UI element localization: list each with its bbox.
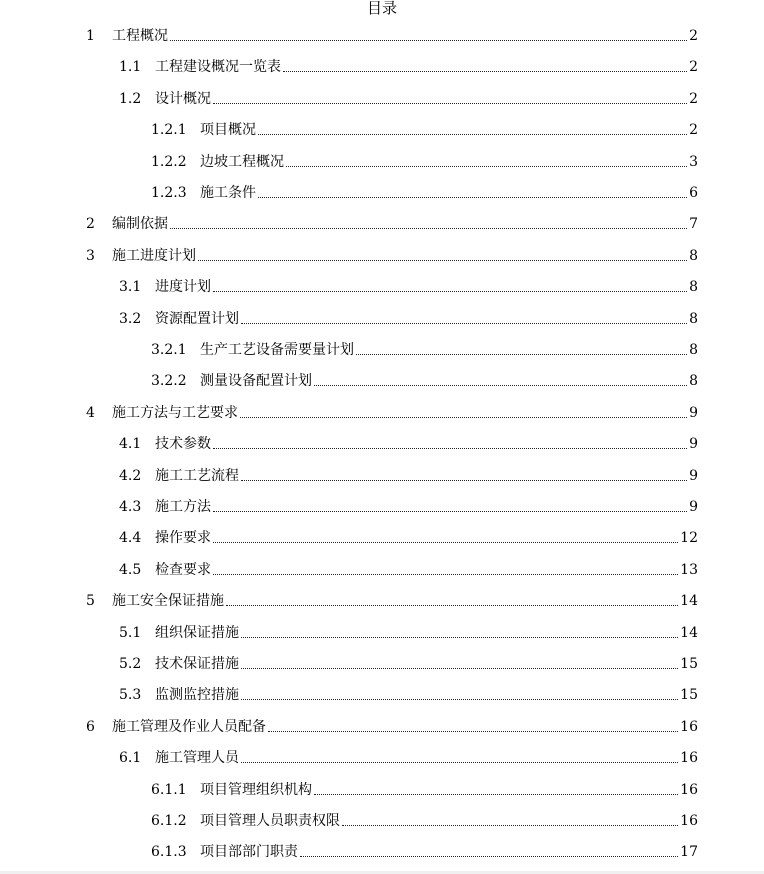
toc-entry-number: 4.3 xyxy=(119,499,142,515)
toc-entry-number: 3.1 xyxy=(119,279,142,296)
toc-dot-leader xyxy=(241,761,678,763)
toc-entry-title[interactable]: 进度计划 xyxy=(155,279,211,296)
toc-entry-number: 3.2.1 xyxy=(151,342,187,358)
toc-entry-page-number: 16 xyxy=(680,750,698,767)
toc-entry-page-number: 14 xyxy=(680,624,698,641)
toc-entry[interactable] xyxy=(119,496,698,516)
toc-entry[interactable] xyxy=(151,151,698,171)
toc-dot-leader xyxy=(241,636,678,638)
toc-dot-leader xyxy=(342,824,678,826)
toc-entry-page-number: 12 xyxy=(680,530,698,547)
toc-entry-number: 6.1.2 xyxy=(151,813,187,829)
toc-entry[interactable] xyxy=(86,213,698,233)
toc-entry-title[interactable]: 项目管理人员职责权限 xyxy=(200,813,340,829)
toc-entry[interactable] xyxy=(151,810,698,830)
toc-entry-page-number: 13 xyxy=(680,561,698,578)
toc-entry-title[interactable]: 施工安全保证措施 xyxy=(112,593,224,610)
toc-entry-title[interactable]: 项目概况 xyxy=(200,122,256,139)
toc-entry[interactable] xyxy=(86,402,698,422)
toc-entry[interactable] xyxy=(119,684,698,704)
toc-dot-leader xyxy=(241,322,687,324)
toc-dot-leader xyxy=(314,793,678,795)
toc-entry-number: 4.2 xyxy=(119,467,142,484)
toc-entry[interactable] xyxy=(151,339,698,359)
toc-entry[interactable] xyxy=(119,308,698,328)
toc-entry[interactable] xyxy=(119,747,698,767)
toc-dot-leader xyxy=(198,259,687,261)
toc-dot-leader xyxy=(213,510,687,512)
toc-entry-page-number: 15 xyxy=(680,687,698,704)
toc-entry-page-number: 6 xyxy=(689,185,698,201)
toc-entry-number: 1.2 xyxy=(119,90,142,107)
toc-entry[interactable] xyxy=(119,653,698,673)
toc-entry-page-number: 7 xyxy=(689,216,698,233)
toc-dot-leader xyxy=(241,667,678,669)
toc-entry-title[interactable]: 操作要求 xyxy=(155,530,211,547)
toc-entry[interactable] xyxy=(151,370,698,390)
toc-entry-page-number: 8 xyxy=(689,342,698,358)
toc-dot-leader xyxy=(356,353,687,355)
toc-entry-page-number: 17 xyxy=(680,844,698,861)
toc-entry[interactable] xyxy=(119,56,698,76)
toc-dot-leader xyxy=(241,698,678,700)
toc-entry-number: 6.1 xyxy=(119,750,142,767)
toc-entry-number: 1.1 xyxy=(119,59,142,76)
toc-entry-page-number: 14 xyxy=(680,593,698,610)
toc-entry-title[interactable]: 资源配置计划 xyxy=(155,310,239,327)
toc-entry[interactable] xyxy=(119,559,698,579)
toc-entry-title[interactable]: 组织保证措施 xyxy=(155,624,239,641)
toc-entry-number: 3.2 xyxy=(119,310,142,327)
toc-entry[interactable] xyxy=(86,590,698,610)
toc-dot-leader xyxy=(213,290,687,292)
toc-entry[interactable] xyxy=(151,779,698,799)
toc-dot-leader xyxy=(241,479,687,481)
toc-entry[interactable] xyxy=(119,527,698,547)
toc-dot-leader xyxy=(226,604,678,606)
toc-entry-title[interactable]: 工程概况 xyxy=(112,28,168,44)
toc-entry-number: 3 xyxy=(86,247,95,264)
toc-dot-leader xyxy=(314,384,687,386)
toc-entry-title[interactable]: 施工方法 xyxy=(155,499,211,515)
toc-entry-page-number: 2 xyxy=(689,90,698,107)
toc-entry-page-number: 8 xyxy=(689,247,698,264)
toc-entry-title[interactable]: 监测监控措施 xyxy=(155,687,239,704)
toc-entry-title[interactable]: 生产工艺设备需要量计划 xyxy=(200,342,354,358)
toc-entry-title[interactable]: 编制依据 xyxy=(112,216,168,233)
toc-entry-title[interactable]: 项目部部门职责 xyxy=(200,844,298,861)
toc-entry-number: 4.5 xyxy=(119,561,142,578)
toc-entry-title[interactable]: 技术保证措施 xyxy=(155,656,239,672)
toc-entry-page-number: 9 xyxy=(689,436,698,453)
toc-entry[interactable] xyxy=(86,716,698,736)
toc-entry-number: 1.2.2 xyxy=(151,153,187,170)
toc-entry-title[interactable]: 施工条件 xyxy=(200,185,256,201)
toc-entry-number: 5.2 xyxy=(119,656,142,672)
toc-entry-page-number: 3 xyxy=(689,153,698,170)
toc-entry[interactable] xyxy=(119,465,698,485)
toc-entry-page-number: 15 xyxy=(680,656,698,672)
toc-entry-title[interactable]: 施工管理人员 xyxy=(155,750,239,767)
toc-entry-title[interactable]: 测量设备配置计划 xyxy=(200,373,312,390)
toc-entry-page-number: 9 xyxy=(689,404,698,421)
toc-dot-leader xyxy=(258,196,687,198)
page-title: 目录 xyxy=(366,0,397,17)
toc-entry-number: 3.2.2 xyxy=(151,373,187,390)
toc-entry-title[interactable]: 施工进度计划 xyxy=(112,247,196,264)
toc-entry-number: 1 xyxy=(86,28,95,44)
toc-entry-number: 5.3 xyxy=(119,687,142,704)
toc-dot-leader xyxy=(170,227,687,229)
toc-dot-leader xyxy=(286,165,687,167)
toc-entry[interactable] xyxy=(119,276,698,296)
toc-entry-page-number: 2 xyxy=(689,28,698,44)
toc-entry[interactable] xyxy=(119,433,698,453)
toc-entry-number: 1.2.3 xyxy=(151,185,187,201)
toc-entry[interactable] xyxy=(119,622,698,642)
toc-entry-page-number: 2 xyxy=(689,122,698,139)
toc-entry-page-number: 16 xyxy=(680,813,698,829)
toc-entry-number: 6.1.1 xyxy=(151,781,187,798)
toc-entry[interactable] xyxy=(151,841,698,861)
toc-dot-leader xyxy=(240,416,687,418)
toc-entry-number: 4.4 xyxy=(119,530,142,547)
toc-dot-leader xyxy=(170,39,687,41)
toc-entry-page-number: 9 xyxy=(689,467,698,484)
toc-entry-title[interactable]: 检查要求 xyxy=(155,561,211,578)
toc-entry-number: 5 xyxy=(86,593,95,610)
toc-entry[interactable] xyxy=(119,88,698,108)
toc-dot-leader xyxy=(213,447,687,449)
toc-entry-title[interactable]: 技术参数 xyxy=(155,436,211,453)
toc-entry-page-number: 9 xyxy=(689,499,698,515)
toc-dot-leader xyxy=(283,70,687,72)
toc-dot-leader xyxy=(213,541,678,543)
toc-entry[interactable] xyxy=(151,182,698,202)
toc-entry-title[interactable]: 工程建设概况一览表 xyxy=(155,59,281,76)
toc-entry-title[interactable]: 施工管理及作业人员配备 xyxy=(112,718,266,735)
toc-entry[interactable] xyxy=(86,245,698,265)
toc-entry-number: 4.1 xyxy=(119,436,142,453)
toc-entry-title[interactable]: 项目管理组织机构 xyxy=(200,781,312,798)
toc-entry-page-number: 8 xyxy=(689,373,698,390)
toc-entry-number: 4 xyxy=(86,404,95,421)
toc-entry-title[interactable]: 施工方法与工艺要求 xyxy=(112,404,238,421)
toc-entry-title[interactable]: 施工工艺流程 xyxy=(155,467,239,484)
toc-dot-leader xyxy=(258,133,687,135)
toc-entry-page-number: 8 xyxy=(689,279,698,296)
toc-entry-page-number: 16 xyxy=(680,781,698,798)
toc-dot-leader xyxy=(300,855,678,857)
toc-dot-leader xyxy=(213,573,678,575)
toc-entry-number: 2 xyxy=(86,216,95,233)
toc-entry-title[interactable]: 边坡工程概况 xyxy=(200,153,284,170)
toc-entry-number: 6 xyxy=(86,718,95,735)
toc-entry[interactable] xyxy=(151,119,698,139)
toc-entry-title[interactable]: 设计概况 xyxy=(155,90,211,107)
toc-entry-number: 1.2.1 xyxy=(151,122,187,139)
toc-entry-page-number: 16 xyxy=(680,718,698,735)
toc-entry-page-number: 2 xyxy=(689,59,698,76)
toc-entry[interactable] xyxy=(86,25,698,45)
toc-dot-leader xyxy=(268,730,678,732)
toc-dot-leader xyxy=(213,102,687,104)
toc-entry-page-number: 8 xyxy=(689,310,698,327)
toc-entry-number: 6.1.3 xyxy=(151,844,187,861)
toc-entry-number: 5.1 xyxy=(119,624,142,641)
